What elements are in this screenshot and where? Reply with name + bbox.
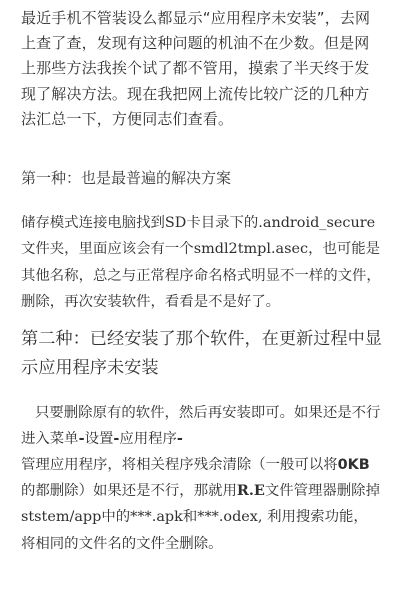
settings-menu-label: 设置 <box>84 430 114 447</box>
android-secure-folder: .android_secure <box>258 215 376 232</box>
method-2-text: 利用搜索功能，将相同的文件名的文件全删除。 <box>21 509 368 552</box>
applications-menu-label: 应用程序 <box>119 430 177 447</box>
method-1-paragraph <box>21 210 382 316</box>
method-1-text: 卡目录下的 <box>186 215 259 232</box>
method-2-text: 中的 <box>101 509 131 526</box>
method-1-heading: 第一种：也是最普遍的解决方案 <box>21 169 232 188</box>
menu-path-separator: - <box>113 430 120 447</box>
system-app-path: ststem/app <box>21 509 102 526</box>
re-file-manager-term: R.E <box>236 482 265 500</box>
method-2-text: 只要删除原有的软件，然后再安装即可。如果还是不行进入菜单 <box>21 404 381 447</box>
method-1-text: ，也可能是其他名称，总之与正常程序命名格式明显不一样的文件，删除，再次安装软件，看看是不是好了。 <box>21 241 381 311</box>
intro-paragraph: 最近手机不管装设么都显示“应用程序未安装”，去网上查了查，发现有这种问题的机油不在少数。但是网上那些方法我挨个试了都不管用，摸索了半天终于发现了解决方法。现在我把网上流传比较广泛的几种方法汇总一下，方便同志们查看。 <box>21 9 371 128</box>
method-1-text: 储存模式连接电脑找到 <box>21 215 165 232</box>
apk-pattern: ***.apk <box>130 509 183 526</box>
asec-filename: smdl2tmpl.asec <box>193 241 309 258</box>
method-2-text: 的都删除）如果还是不行，那就用 <box>21 483 237 500</box>
method-2-text: 和 <box>182 509 198 526</box>
menu-path-separator: - <box>78 430 85 447</box>
zero-kb-term: 0KB <box>337 457 370 474</box>
odex-pattern: ***.odex, <box>197 509 263 526</box>
method-2-heading: 第二种：已经安装了那个软件，在更新过程中显示应用程序未安装 <box>21 328 382 378</box>
method-2-text: 文件管理器删除掉 <box>264 483 380 500</box>
method-2-text: 管理应用程序，将相关程序残余清除（一般可以将 <box>21 457 338 474</box>
method-2-paragraph <box>21 400 382 557</box>
menu-path-separator: - <box>176 430 183 447</box>
sd-card-term: SD <box>164 215 187 232</box>
method-1-text: 文件夹，里面应该会有一个 <box>21 241 194 258</box>
